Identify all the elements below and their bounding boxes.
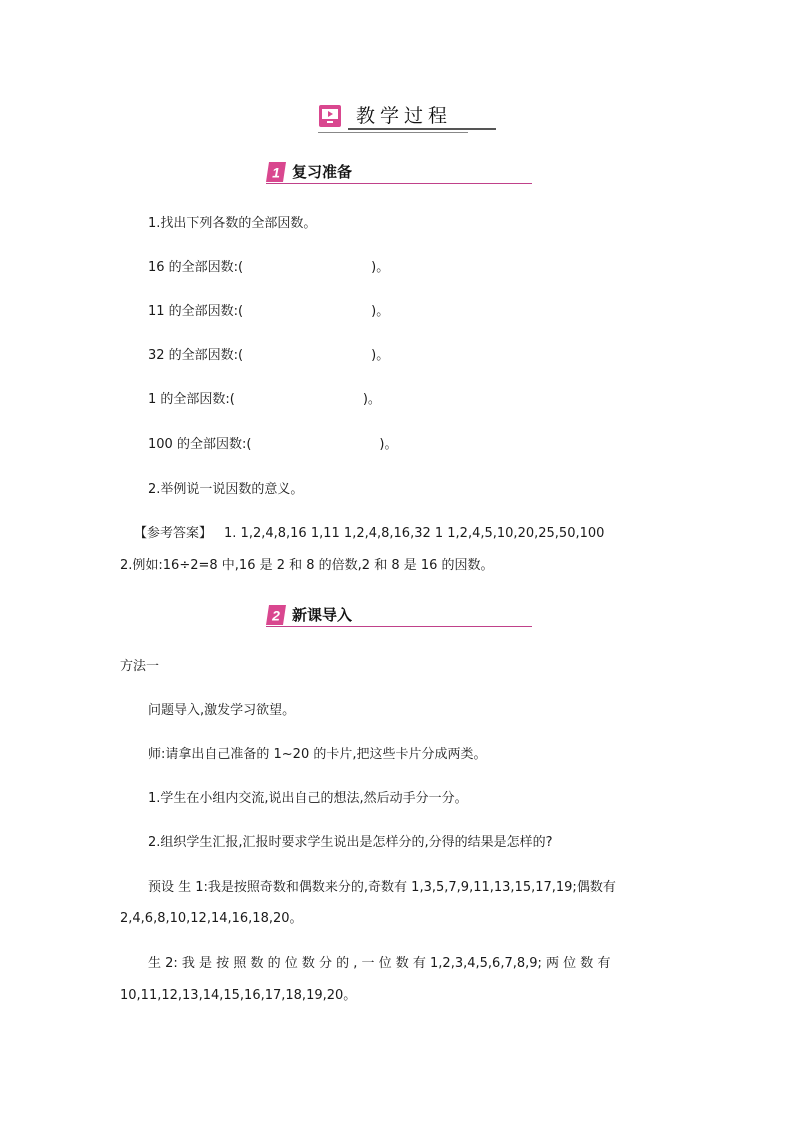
paragraph: 生 2: 我 是 按 照 数 的 位 数 分 的 , 一 位 数 有 1,2,3,4,5,6,7,8,9; 两 位 数 有 xyxy=(148,956,611,971)
answer-text: 1. 1,2,4,8,16 1,11 1,2,4,8,16,32 1 1,2,4,5,10,20,25,50,100 xyxy=(224,526,605,541)
section-underline xyxy=(266,626,532,627)
question-2: 2.举例说一说因数的意义。 xyxy=(148,482,304,497)
section-title: 复习准备 xyxy=(292,163,353,181)
answer-block xyxy=(134,525,604,543)
paragraph: 师:请拿出自己准备的 1~20 的卡片,把这些卡片分成两类。 xyxy=(148,747,487,762)
paragraph-continued: 10,11,12,13,14,15,16,17,18,19,20。 xyxy=(120,988,357,1003)
factor-line: 32 的全部因数:( )。 xyxy=(148,348,390,363)
section-underline xyxy=(266,183,532,184)
paragraph: 2.组织学生汇报,汇报时要求学生说出是怎样分的,分得的结果是怎样的? xyxy=(148,835,553,850)
answer-line-2: 2.例如:16÷2=8 中,16 是 2 和 8 的倍数,2 和 8 是 16 的因数。 xyxy=(120,558,494,573)
paragraph: 问题导入,激发学习欲望。 xyxy=(148,703,296,718)
title-underline-thin xyxy=(318,132,468,133)
factor-line: 11 的全部因数:( )。 xyxy=(148,304,390,319)
section-header-intro xyxy=(266,605,532,629)
factor-line: 1 的全部因数:( )。 xyxy=(148,392,381,407)
question-1: 1.找出下列各数的全部因数。 xyxy=(148,216,317,231)
answer-label: 【参考答案】 xyxy=(134,526,213,541)
main-title-block xyxy=(318,104,498,134)
number-badge-icon xyxy=(266,162,286,182)
paragraph: 预设 生 1:我是按照奇数和偶数来分的,奇数有 1,3,5,7,9,11,13,15,17,19;偶数有 xyxy=(148,880,616,895)
section-title: 新课导入 xyxy=(292,606,353,624)
paragraph-continued: 2,4,6,8,10,12,14,16,18,20。 xyxy=(120,911,303,926)
section-number: 2 xyxy=(272,607,280,624)
title-underline xyxy=(348,128,496,130)
paragraph: 1.学生在小组内交流,说出自己的想法,然后动手分一分。 xyxy=(148,791,468,806)
number-badge-icon xyxy=(266,605,286,625)
factor-line: 100 的全部因数:( )。 xyxy=(148,437,398,452)
page-title: 教学过程 xyxy=(356,105,453,127)
section-header-review xyxy=(266,162,532,186)
section-number: 1 xyxy=(272,164,280,181)
factor-line: 16 的全部因数:( )。 xyxy=(148,260,390,275)
monitor-icon xyxy=(318,104,342,128)
method-label: 方法一 xyxy=(120,659,160,674)
